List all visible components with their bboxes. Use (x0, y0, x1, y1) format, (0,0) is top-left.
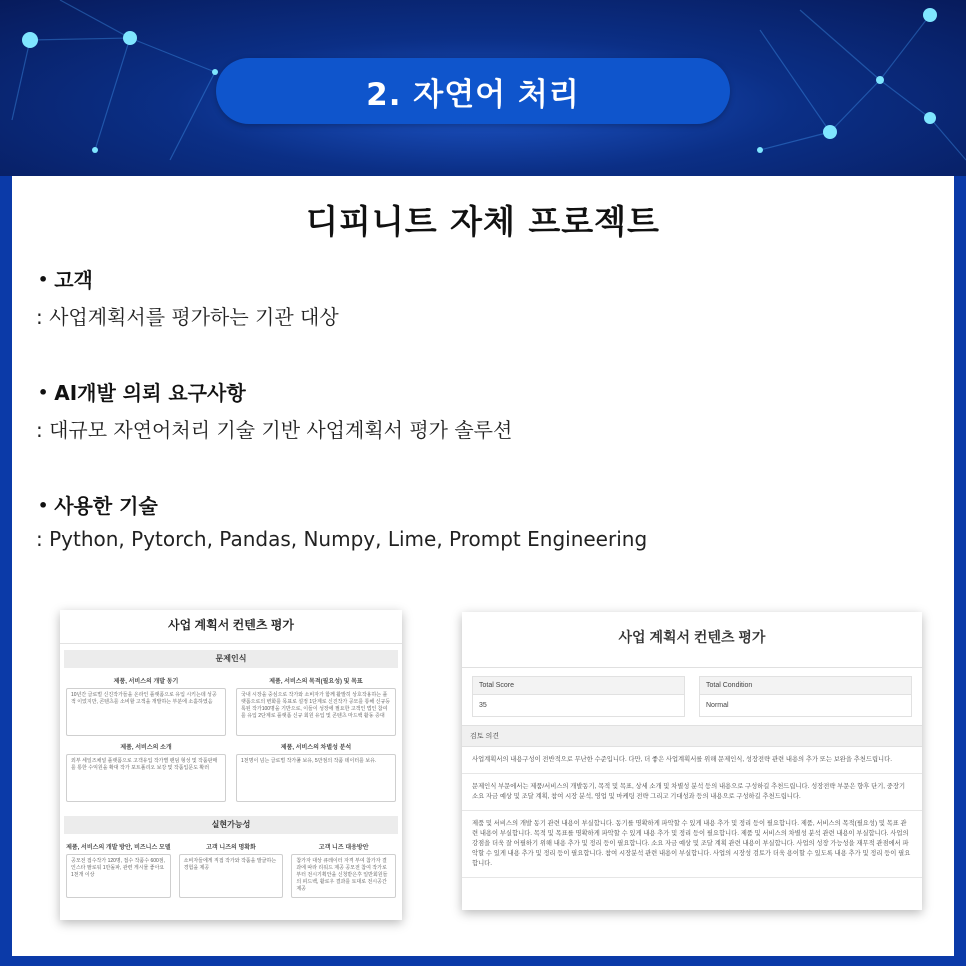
field-textarea[interactable]: 1천명이 넘는 글로벌 작가풀 보유, 5만점의 작품 데이터를 보유. (236, 754, 396, 802)
bullet-title-customer (38, 264, 93, 293)
field-label: 제품, 서비스의 목적(필요성) 및 목표 (269, 679, 363, 685)
field-textarea[interactable]: 국내 시장을 중심으로 작가와 소비자가 함께 활발히 상호작용하는 플랫폼으로의 변화를 목표로 설정 1단계로 신진작가 공모를 통해 신규등록된 작가100명을 기반으로, 이들이 성장에 필요한 고객인 법인 참여를 유입 2단계로 플랫폼 신규 회원 유입 및 콘텐츠 마드백 활동 증대 (236, 688, 396, 736)
review-section-label: 검토 의견 (462, 725, 922, 747)
form-title: 사업 계획서 컨텐츠 평가 (60, 610, 402, 644)
bullet-title-text: 사용한 기술 (54, 494, 158, 518)
screenshot-evaluation-form (60, 610, 402, 920)
review-paragraph: 문제인식 부문에서는 제품/서비스의 개발동기, 목적 및 목표, 상세 소개 및 차별성 분석 등의 내용으로 구성하길 추천드립니다. 성장전략 부문은 향후 단기, 중장기 소요 자금 예상 및 조달 계획, 참여 시장 분석, 영업 및 마케팅 전략 그리고 기대성과 등의 내용으로 구성하길 추천드립니다. (462, 774, 922, 811)
bullet-body-tech: : Python, Pytorch, Pandas, Numpy, Lime, Prompt Engineering (36, 527, 648, 551)
bullet-title-text: 고객 (54, 268, 93, 292)
total-score-value: 35 (472, 695, 685, 717)
bullet-icon: • (38, 496, 49, 515)
bullet-body-customer: : 사업계획서를 평가하는 기관 대상 (36, 305, 339, 329)
total-score-label: Total Score (472, 676, 685, 695)
bullet-icon: • (38, 383, 49, 402)
total-condition-label: Total Condition (699, 676, 912, 695)
form-section-band: 문제인식 (64, 650, 398, 668)
field-label: 제품, 서비스의 차별성 분석 (280, 745, 352, 751)
screenshot-evaluation-result (462, 612, 922, 910)
bullet-title-requirements (38, 377, 246, 406)
field-label: 제품, 서비스의 소개 (120, 745, 172, 751)
review-paragraph: 제품 및 서비스의 개발 동기 관련 내용이 부실합니다. 동기를 명확하게 파악할 수 있게 내용 추가 및 정리 등이 필요합니다. 제품, 서비스의 목적(필요성) 및 목표 관련 내용이 부실합니다. 목적 및 목표를 명확하게 파악할 수 있게 내용 추가 및 정리 등이 필요합니다. 제품 및 서비스의 차별성 분석 관련 내용이 부실합니다. 사업의 강점을 더욱 잘 어필하기 위해 내용 추가 및 정리 등이 필요합니다. 소요 자금 예상 및 조달 계획 관련 내용이 부실합니다. 사업의 성장 가능성을 재무적 관점에서 파악할 수 있게 내용 추가 및 정리 등이 필요합니다. 참여 시장분석 관련 내용이 부실합니다. 사업의 시장성 검토가 더욱 용이할 수 있도록 내용 추가 및 정리 등이 필요합니다. (462, 811, 922, 878)
header-banner (0, 0, 966, 176)
field-textarea[interactable]: 소비자들에게 직접 작가와 작품을 발굴하는 경험을 제공 (179, 854, 284, 898)
field-textarea[interactable]: 참가자 대상 큐레이터 자격 부여 참가자 결과에 따라 리워드 제공 공모전 참여 작가로부터 전시기획안을 신청받은후 일반회원들의 피드백, 활로우 결과를 토대로 전시공간제공 (291, 854, 396, 898)
bullet-title-tech (38, 490, 158, 519)
total-condition-value: Normal (699, 695, 912, 717)
bullet-body-requirements: : 대규모 자연어처리 기술 기반 사업계획서 평가 솔루션 (36, 418, 513, 442)
field-label: 제품, 서비스의 개발 동기 (113, 679, 179, 685)
field-label: 제품, 서비스의 개발 방안, 비즈니스 모델 (66, 845, 171, 851)
page-title: 2. 자연어 처리 (216, 58, 730, 124)
field-textarea[interactable]: 외부 세일즈채널 플랫폼으로 고객유입 작가별 팬덤 형성 및 작품판매를 통한 수익원을 확대 작가 포트폴리오 보강 및 작품입문도 확러 (66, 754, 226, 802)
field-textarea[interactable]: 10년간 글로벌 신진작가들을 온라인 플랫폼으로 유입 시키는데 성공적 이었지만, 콘텐츠를 소비할 고객을 개발하는 부분에 소홀하였음 (66, 688, 226, 736)
bullet-icon: • (38, 270, 49, 289)
review-paragraph: 사업계획서의 내용구성이 전반적으로 무난한 수준입니다. 다만, 더 좋은 사업계획서를 위해 문제인식, 성장전략 관련 내용의 추가 또는 보완을 추천드립니다. (462, 747, 922, 774)
field-textarea[interactable]: 공모전 접수작가 120명, 접수 작품수 600점, 인스타 팔로워 1만돌파, 관련 게시물 좋아요 1천개 이상 (66, 854, 171, 898)
form-section-band: 실현가능성 (64, 816, 398, 834)
content-panel (12, 176, 954, 956)
frame-right-border (954, 176, 966, 966)
section-heading: 디피니트 자체 프로젝트 (306, 202, 660, 241)
frame-bottom-border (0, 956, 966, 966)
field-label: 고객 니즈 대응방안 (318, 845, 369, 851)
result-title: 사업 계획서 컨텐츠 평가 (462, 612, 922, 668)
bullet-title-text: AI개발 의뢰 요구사항 (54, 381, 246, 405)
field-label: 고객 니즈의 명확화 (206, 845, 256, 851)
frame-left-border (0, 176, 12, 966)
